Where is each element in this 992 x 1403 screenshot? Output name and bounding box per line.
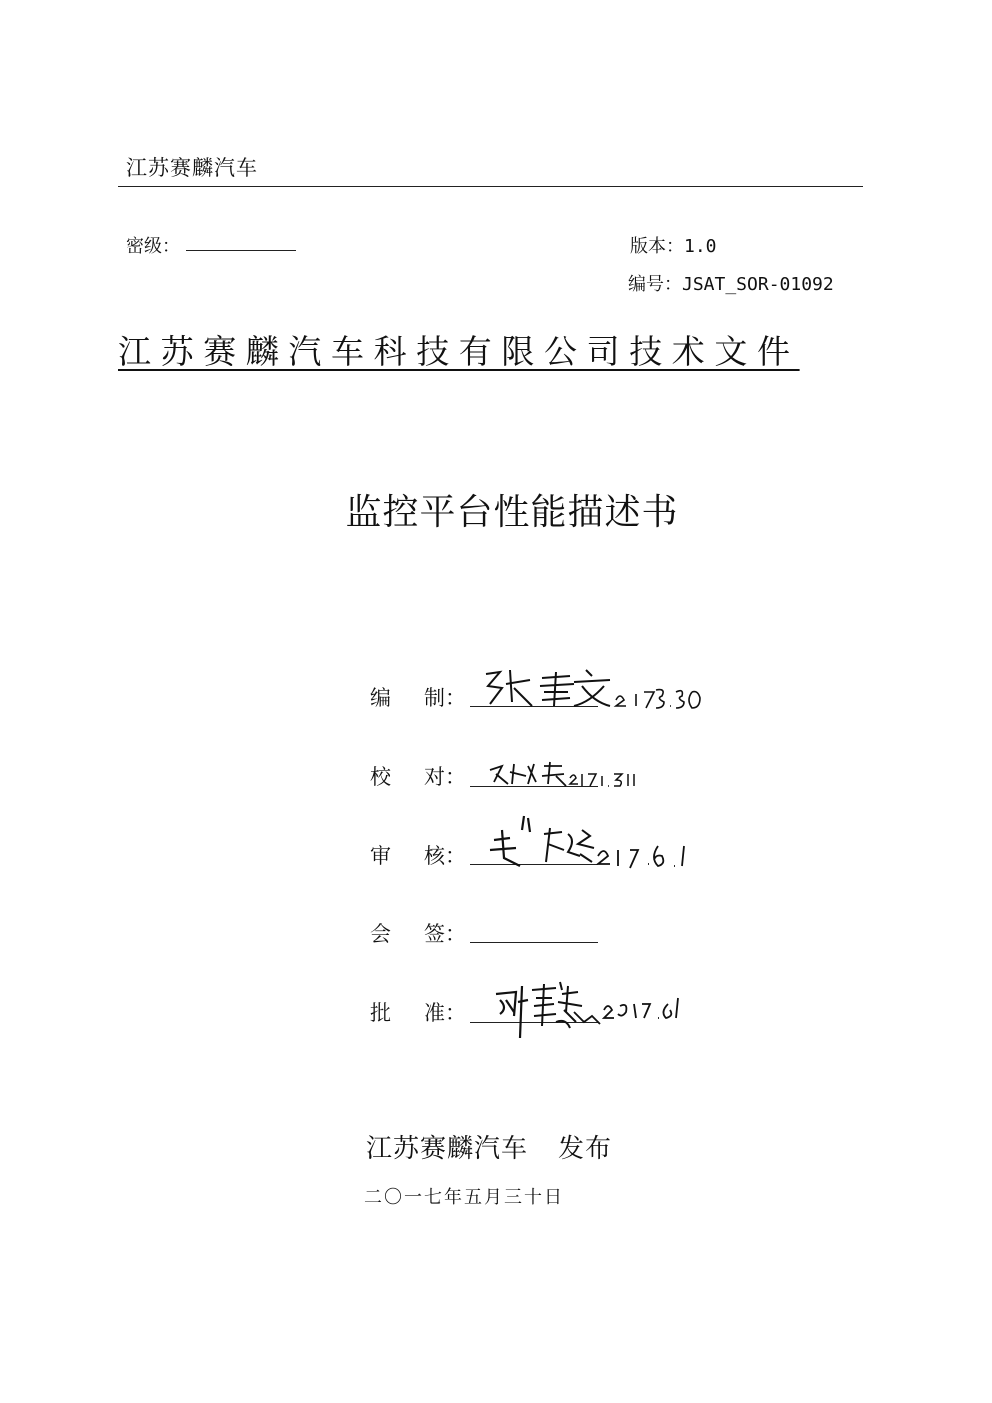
signoff-label-review: [370, 840, 466, 870]
secrecy-label: 密级：: [126, 236, 180, 257]
signature-compile: [470, 662, 730, 712]
header-company-name: 江苏赛麟汽车: [126, 156, 258, 180]
main-title: 江苏赛麟汽车科技有限公司技术文件: [118, 332, 800, 371]
signoff-label-approve: [370, 997, 466, 1027]
label-char: 核：: [424, 844, 466, 868]
publisher: [366, 1128, 612, 1165]
label-char: 审: [370, 844, 391, 868]
signoff-label-proofread: [370, 761, 466, 791]
docno-value: JSAT_SOR-01092: [682, 274, 834, 295]
publish-word: 发布: [558, 1134, 613, 1164]
secrecy-blank-line: [186, 250, 296, 251]
document-title: 监控平台性能描述书: [345, 492, 679, 533]
signoff-label-countersign: [370, 918, 466, 948]
label-char: 会: [370, 922, 391, 946]
signature-proofread: [470, 752, 670, 792]
version-label: 版本：: [630, 236, 684, 257]
signature-review: [470, 810, 710, 880]
publish-date: 二〇一七年五月三十日: [364, 1187, 564, 1208]
docno-label: 编号：: [628, 274, 682, 295]
docno-field: [628, 270, 834, 296]
version-field: [630, 232, 717, 258]
publisher-company: 江苏赛麟汽车: [366, 1134, 529, 1164]
header-divider: [118, 186, 863, 187]
signoff-line-countersign: [470, 942, 598, 943]
signoff-label-compile: [370, 682, 466, 712]
label-char: 批: [370, 1001, 391, 1025]
label-char: 准：: [424, 1001, 466, 1025]
version-value: 1.0: [684, 236, 717, 257]
signature-approve: [470, 972, 700, 1042]
label-char: 制：: [424, 686, 466, 710]
label-char: 编: [370, 686, 391, 710]
label-char: 对：: [424, 765, 466, 789]
label-char: 签：: [424, 922, 466, 946]
label-char: 校: [370, 765, 391, 789]
